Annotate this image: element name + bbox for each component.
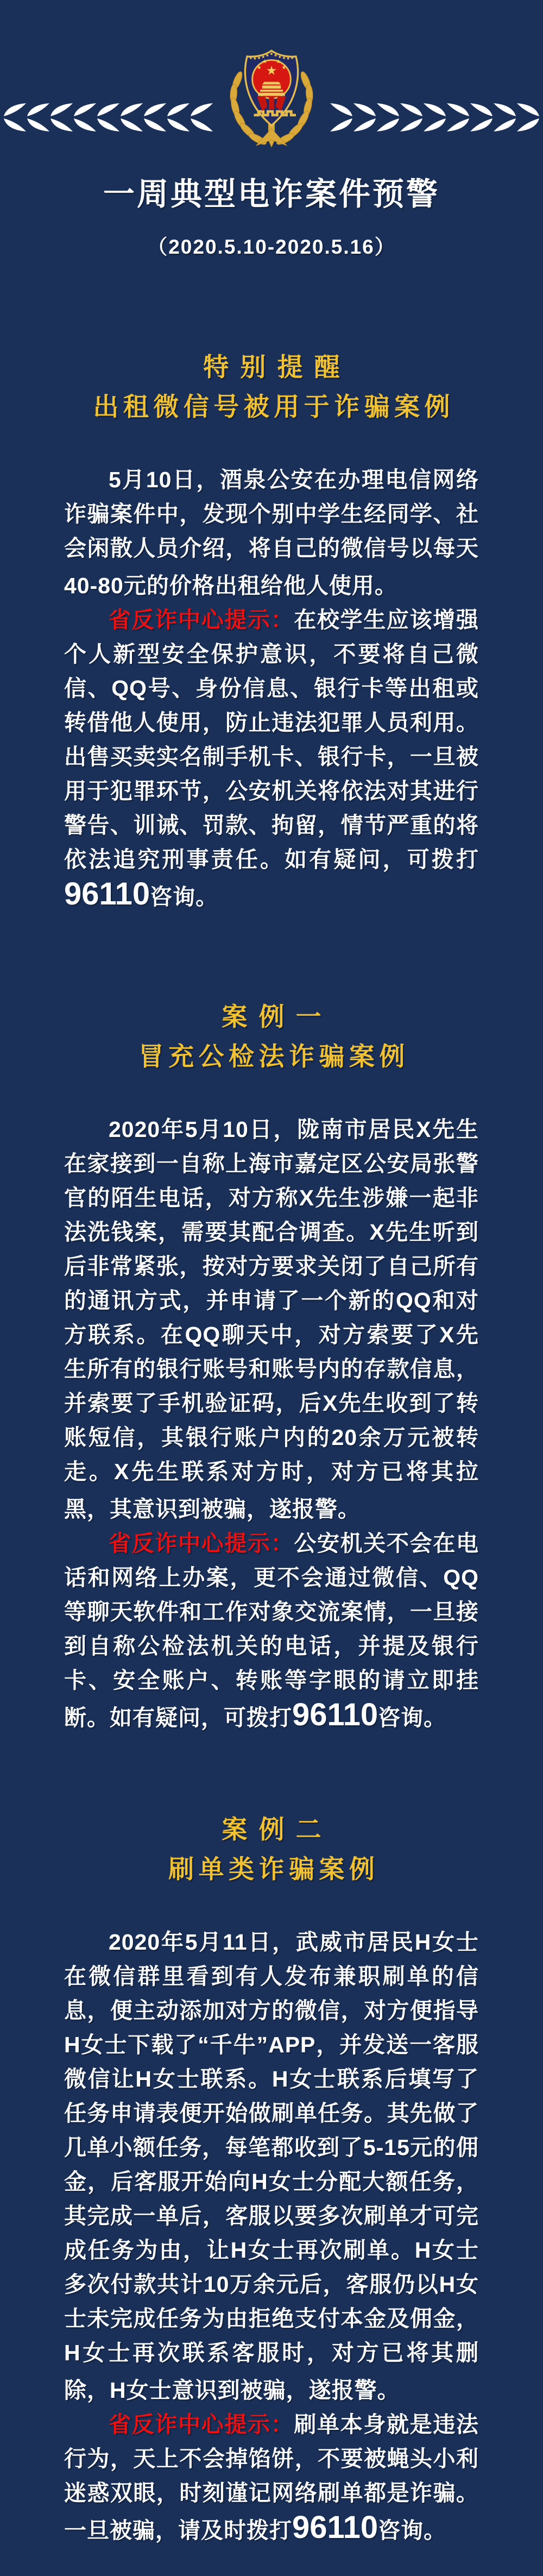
poster-header [0,0,543,272]
paragraph-text: 公安机关不会在电话和网络上办案，更不会通过微信、QQ等聊天软件和工作对象交流案情，一旦接到自称公检法机关的电话，并提及银行卡、安全账户、转账等字眼的请立即挂断。如有疑问，可拨打 [64,1531,479,1730]
section-heading: 特别提醒 [203,353,351,381]
paragraph-text: 在校学生应该增强个人新型安全保护意识，不要将自己微信、QQ号、身份信息、银行卡等出租或转借他人使用，防止违法犯罪人员利用。出售买卖实名制手机卡、银行卡，一旦被用于犯罪环节，公安机关将依法对其进行警告、训诫、罚款、拘留，情节严重的将依法追究刑事责任。如有疑问，可拨打 [64,607,479,872]
paragraph-text: 5月10日，酒泉公安在办理电信网络诈骗案件中，发现个别中学生经同学、社会闲散人员介绍，将自己的微信号以每天40-80元的价格出租给他人使用。 [64,467,479,598]
page-title: 一周典型电诈案件预警 [103,177,440,212]
paragraph-text: 刷单本身就是违法行为，天上不会掉馅饼，不要被蝇头小利迷惑双眼，时刻谨记网络刷单都是诈骗。一旦被骗，请及时拨打 [64,2412,479,2543]
section-heading: 案例一 [222,1002,333,1031]
poster-content [0,354,543,2548]
wheat-chevron-right-icon [329,102,540,133]
section-heading: 案例二 [222,1815,333,1844]
tip-paragraph [64,1526,479,1735]
section-case-one [64,1004,479,1735]
svg-text:★: ★ [262,58,268,65]
police-badge-icon [225,42,318,149]
section-case-two [64,1817,479,2548]
hotline-number: 96110 [292,1697,378,1732]
hotline-number: 96110 [292,2510,378,2545]
section-subheading: 刷单类诈骗案例 [168,1855,380,1883]
svg-text:★: ★ [275,58,281,65]
case-paragraph [64,1925,479,2408]
date-range: （2020.5.10-2020.5.16） [147,236,396,258]
tip-lead: 省反诈中心提示： [109,607,294,632]
section-special-reminder [64,354,479,914]
paragraph-text: 2020年5月10日，陇南市居民X先生在家接到一自称上海市嘉定区公安局张警官的陌生电话，对方称X先生涉嫌一起非法洗钱案，需要其配合调查。X先生听到后非常紧张，按对方要求关闭了自己所有的通讯方式，并申请了一个新的QQ和对方联系。在QQ聊天中，对方索要了X先生所有的银行账号和账号内的存款信息，并索要了手机验证码，后X先生收到了转账短信，其银行账户内的20余万元被转走。X先生联系对方时，对方已将其拉黑，其意识到被骗，遂报警。 [64,1117,479,1522]
tip-paragraph [64,2408,479,2548]
section-subheading: 冒充公检法诈骗案例 [138,1042,409,1071]
paragraph-text: 2020年5月11日，武威市居民H女士在微信群里看到有人发布兼职刷单的信息，便主动添加对方的微信，对方便指导H女士下载了“千牛”APP，并发送一客服微信让H女士联系。H女士联系后填写了任务申请表便开始做刷单任务。其先做了几单小额任务，每笔都收到了5-15元的佣金，后客服开始向H女士分配大额任务，其完成一单后，客服以要多次刷单才可完成任务为由，让H女士再次刷单。H女士多次付款共计10万余元后，客服仍以H女士未完成任务为由拒绝支付本金及佣金，H女士再次联系客服时，对方已将其删除，H女士意识到被骗，遂报警。 [64,1930,479,2403]
case-paragraph [64,463,479,603]
hotline-number: 96110 [64,876,150,912]
svg-text:★: ★ [256,64,262,71]
paragraph-tail: 咨询。 [378,2518,447,2543]
svg-text:★: ★ [266,64,277,78]
paragraph-tail: 咨询。 [150,884,219,909]
tip-lead: 省反诈中心提示： [109,2412,294,2437]
wheat-chevron-left-icon [3,102,214,133]
tip-lead: 省反诈中心提示： [109,1531,294,1556]
section-subheading: 出租微信号被用于诈骗案例 [93,392,454,421]
paragraph-tail: 咨询。 [378,1705,447,1730]
svg-text:★: ★ [281,64,287,71]
tip-paragraph [64,603,479,914]
case-paragraph [64,1113,479,1526]
